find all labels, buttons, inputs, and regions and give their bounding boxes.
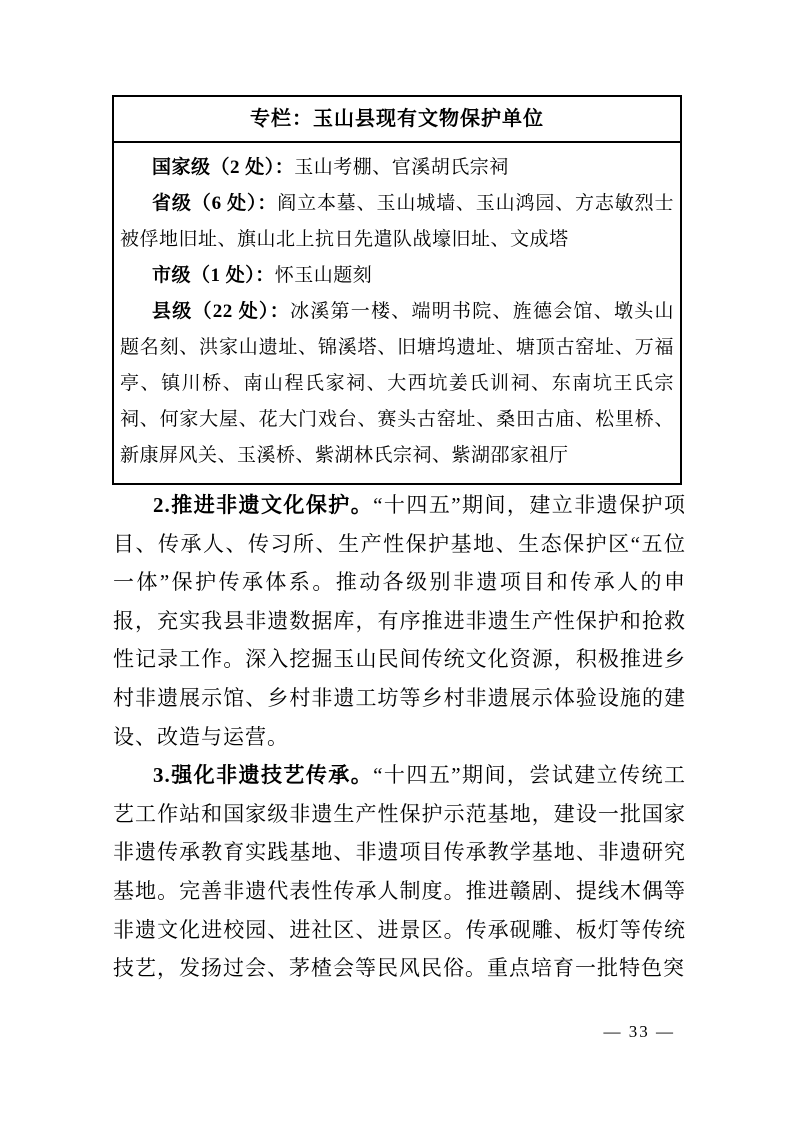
entry-label-county: 县级（22 处）： [152, 301, 290, 322]
entry-label-municipal: 市级（1 处）： [152, 265, 275, 286]
entry-text-national: 玉山考棚、官溪胡氏宗祠 [294, 157, 509, 178]
page-number: — 33 — [603, 1022, 675, 1041]
paragraph-intangible-heritage-protection [113, 486, 686, 756]
feature-box-title: 专栏：玉山县现有文物保护单位 [114, 97, 680, 143]
paragraph-2-body: “十四五”期间，建立非遗保护项目、传承人、传习所、生产性保护基地、生态保护区“五位一体”保护传承体系。推动各级别非遗项目和传承人的申报，充实我县非遗数据库，有序推进非遗生产性保护和抢救性记录工作。深入挖掘玉山民间传统文化资源，积极推进乡村非遗展示馆、乡村非遗工坊等乡村非遗展示体验设施的建设、改造与运营。 [113, 493, 687, 749]
paragraph-3-lead: 3.强化非遗技艺传承。 [153, 763, 374, 788]
entry-text-county: 冰溪第一楼、端明书院、旌德会馆、墩头山题名刻、洪家山遗址、锦溪塔、旧塘坞遗址、塘顶古窑址、万福亭、镇川桥、南山程氏家祠、大西坑姜氏训祠、东南坑王氏宗祠、何家大屋、花大门戏台、赛头古窑址、桑田古庙、松里桥、新康屏风关、玉溪桥、紫湖林氏宗祠、紫湖邵家祖厅 [120, 301, 674, 466]
paragraph-intangible-heritage-skills [113, 756, 686, 988]
feature-box-body [114, 143, 680, 483]
main-text [113, 486, 686, 988]
entry-label-provincial: 省级（6 处）： [152, 193, 278, 214]
entry-label-national: 国家级（2 处）： [152, 157, 295, 178]
entry-text-municipal: 怀玉山题刻 [274, 265, 373, 286]
entry-text-provincial: 阎立本墓、玉山城墙、玉山鸿园、方志敏烈士被俘地旧址、旗山北上抗日先遣队战壕旧址、文成塔 [120, 193, 674, 250]
box-entry-county-level [120, 294, 674, 474]
paragraph-2-lead: 2.推进非遗文化保护。 [153, 493, 374, 517]
box-entry-municipal-level [120, 258, 674, 294]
feature-box [112, 95, 682, 485]
box-entry-national-level [120, 150, 674, 186]
paragraph-3-body: “十四五”期间，尝试建立传统工艺工作站和国家级非遗生产性保护示范基地，建设一批国家非遗传承教育实践基地、非遗项目传承教学基地、非遗研究基地。完善非遗代表性传承人制度。推进赣剧、提线木偶等非遗文化进校园、进社区、进景区。传承砚雕、板灯等传统技艺，发扬过会、茅楂会等民风民俗。重点培育一批特色突 [113, 763, 687, 981]
box-entry-provincial-level [120, 186, 674, 258]
